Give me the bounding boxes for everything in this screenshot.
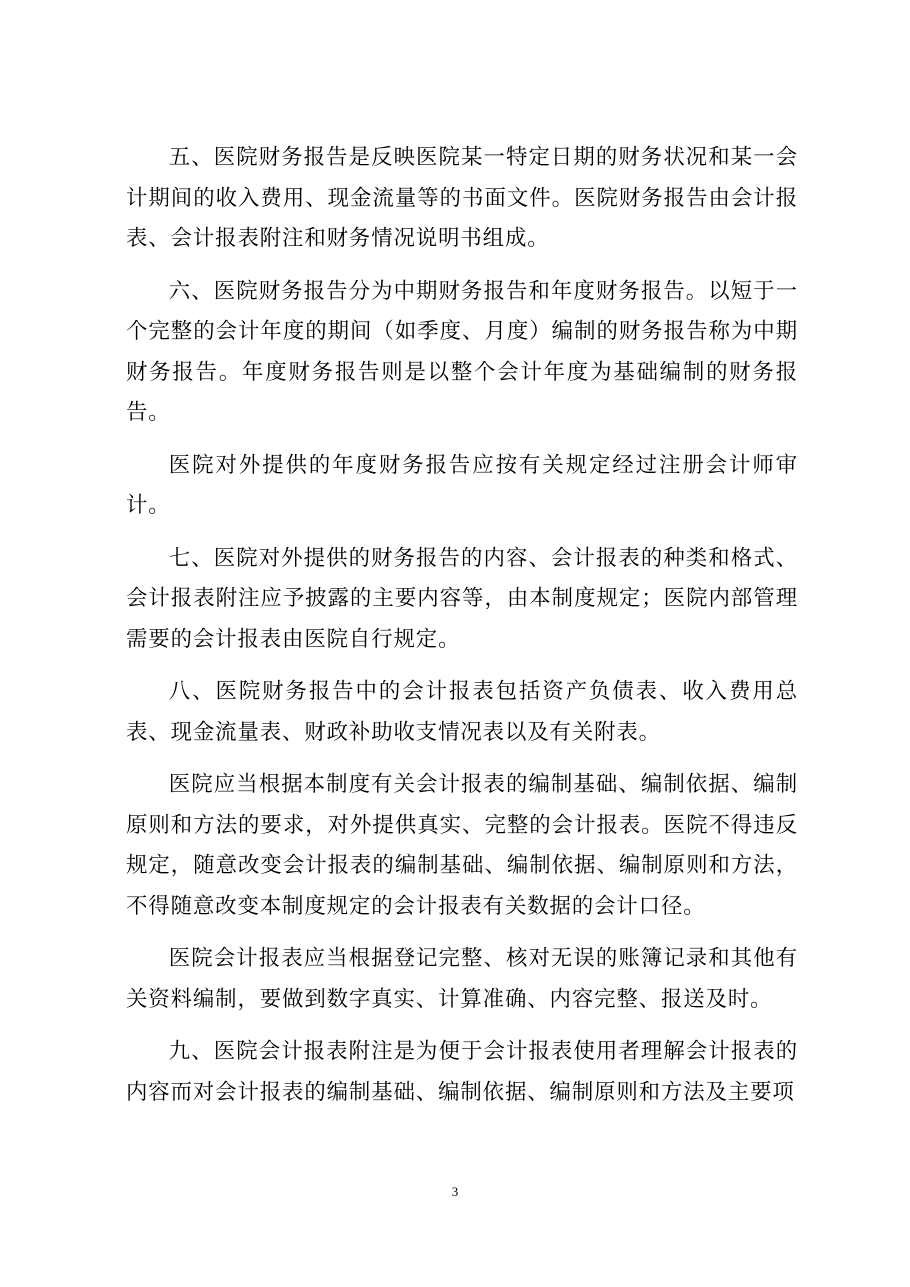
body-text	[126, 138, 798, 1125]
page-number: 3	[451, 1184, 459, 1199]
paragraph-annual-report-audit: 医院对外提供的年度财务报告应按有关规定经过注册会计师审计。	[126, 452, 798, 518]
paragraph-9-notes: 九、医院会计报表附注是为便于会计报表使用者理解会计报表的内容而对会计报表的编制基础、编制依据、编制原则和方法及主要项	[126, 1039, 798, 1105]
paragraph-8-statements-list: 八、医院财务报告中的会计报表包括资产负债表、收入费用总表、现金流量表、财政补助收支情况表以及有关附表。	[126, 679, 798, 745]
paragraph-7-report-content: 七、医院对外提供的财务报告的内容、会计报表的种类和格式、会计报表附注应予披露的主要内容等，由本制度规定；医院内部管理需要的会计报表由医院自行规定。	[126, 545, 798, 652]
paragraph-5-financial-report-definition: 五、医院财务报告是反映医院某一特定日期的财务状况和某一会计期间的收入费用、现金流量等的书面文件。医院财务报告由会计报表、会计报表附注和财务情况说明书组成。	[126, 145, 798, 251]
paragraph-statement-accuracy: 医院会计报表应当根据登记完整、核对无误的账簿记录和其他有关资料编制，要做到数字真实、计算准确、内容完整、报送及时。	[126, 946, 798, 1012]
paragraph-6-interim-annual-reports: 六、医院财务报告分为中期财务报告和年度财务报告。以短于一个完整的会计年度的期间（如季度、月度）编制的财务报告称为中期财务报告。年度财务报告则是以整个会计年度为基础编制的财务报告。	[126, 278, 798, 425]
paragraph-statement-compilation-rules: 医院应当根据本制度有关会计报表的编制基础、编制依据、编制原则和方法的要求，对外提供真实、完整的会计报表。医院不得违反规定，随意改变会计报表的编制基础、编制依据、编制原则和方法，不得随意改变本制度规定的会计报表有关数据的会计口径。	[126, 772, 798, 919]
